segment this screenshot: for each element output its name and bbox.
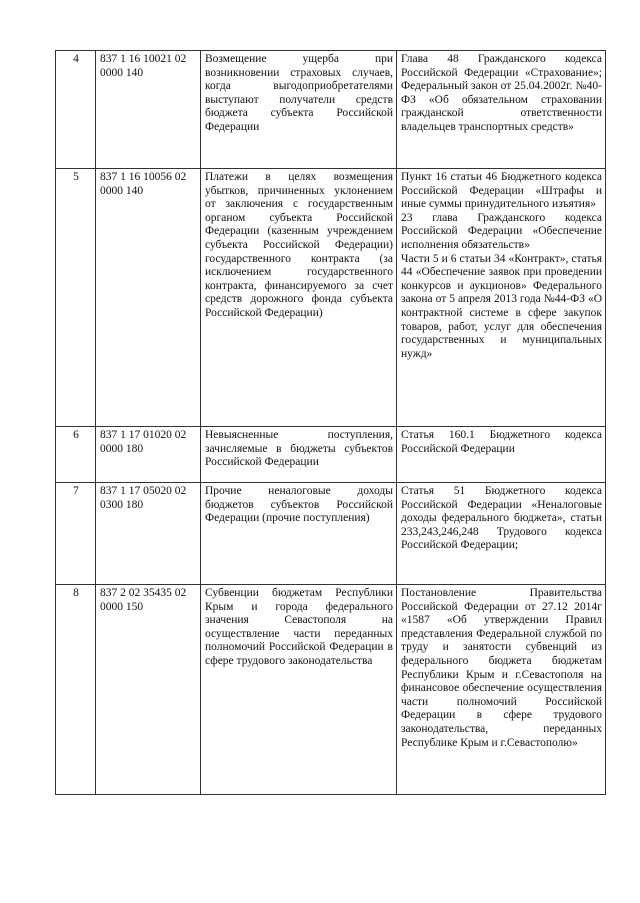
revenue-name: Платежи в целях возмещения убытков, причиненных уклонением от заключения с государственным органом субъекта Российской Федерации (казенным учреждением субъекта Российской Федерации) государственного контракта (за исключением государственного контракта, финансируемого за счет средств дорожного фонда субъекта Российской Федерации) [201, 169, 397, 427]
legal-basis-paragraph: 23 глава Гражданского кодекса Российской Федерации «Обеспечение исполнения обязательств» [401, 211, 602, 251]
legal-basis [397, 585, 606, 795]
row-number: 6 [56, 427, 96, 483]
table-row [56, 585, 606, 795]
legal-basis-paragraph: Постановление Правительства Российской Федерации от 27.12 2014г «1587 «Об утверждении Правил представления Федеральной службой по труду и занятости субвенций из федерального бюджета бюджетам Республики Крым и г.Севастополя на финансовое обеспечение осуществления части полномочий Российской Федерации в сфере трудового законодательства, переданных Республике Крым и г.Севастополю» [401, 587, 602, 749]
revenue-name: Возмещение ущерба при возникновении страховых случаев, когда выгодоприобретателями выступают получатели средств бюджета субъекта Российской Федерации [201, 51, 397, 169]
classification-code: 837 1 17 05020 02 0300 180 [96, 483, 201, 585]
row-number: 5 [56, 169, 96, 427]
classification-code: 837 1 16 10056 02 0000 140 [96, 169, 201, 427]
row-number: 8 [56, 585, 96, 795]
legal-basis-paragraph: Пункт 16 статьи 46 Бюджетного кодекса Российской Федерации «Штрафы и иные суммы принудительного изъятия» [401, 171, 602, 211]
legal-basis [397, 483, 606, 585]
legal-basis [397, 51, 606, 169]
row-number: 7 [56, 483, 96, 585]
legal-basis-paragraph: Статья 51 Бюджетного кодекса Российской Федерации «Неналоговые доходы федерального бюджета», статьи 233,243,246,248 Трудового кодекса Российской Федерации; [401, 485, 602, 552]
classification-code: 837 2 02 35435 02 0000 150 [96, 585, 201, 795]
legal-basis [397, 427, 606, 483]
classification-code: 837 1 16 10021 02 0000 140 [96, 51, 201, 169]
legal-basis [397, 169, 606, 427]
legal-basis-paragraph: Статья 160.1 Бюджетного кодекса Российской Федерации [401, 429, 602, 455]
table-row [56, 483, 606, 585]
revenue-codes-table [55, 50, 606, 795]
table-row [56, 51, 606, 169]
revenue-name: Субвенции бюджетам Республики Крым и города федерального значения Севастополя на осуществление части переданных полномочий Российской Федерации в сфере трудового законодательства [201, 585, 397, 795]
row-number: 4 [56, 51, 96, 169]
legal-basis-paragraph: Части 5 и 6 статьи 34 «Контракт», статья 44 «Обеспечение заявок при проведении конкурсов и аукционов» Федерального закона от 5 апреля 2013 года №44-ФЗ «О контрактной системе в сфере закупок товаров, работ, услуг для обеспечения государственных и муниципальных нужд» [401, 252, 602, 360]
classification-code: 837 1 17 01020 02 0000 180 [96, 427, 201, 483]
table-row [56, 169, 606, 427]
table-row [56, 427, 606, 483]
legal-basis-paragraph: Глава 48 Гражданского кодекса Российской Федерации «Страхование»; Федеральный закон от 25.04.2002г. №40-ФЗ «Об обязательном страховании гражданской ответственности владельцев транспортных средств» [401, 53, 602, 133]
revenue-name: Прочие неналоговые доходы бюджетов субъектов Российской Федерации (прочие поступления) [201, 483, 397, 585]
revenue-name: Невыясненные поступления, зачисляемые в бюджеты субъектов Российской Федерации [201, 427, 397, 483]
